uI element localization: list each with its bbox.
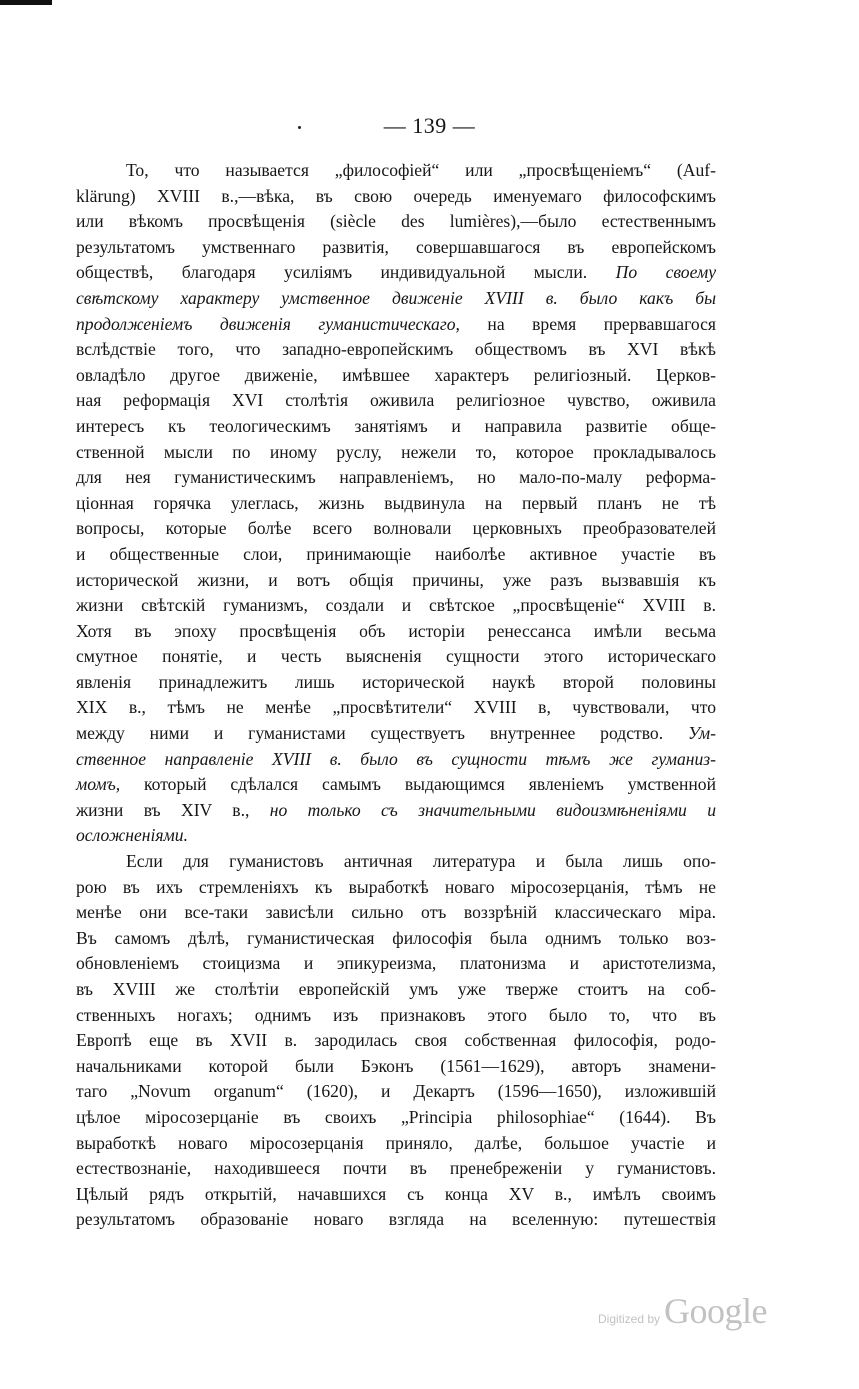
text-segment: овладѣло другое движеніе, имѣвшее характеръ религіозный. Церков- — [76, 364, 716, 385]
text-segment: klärung) XVIII в.,—вѣка, въ свою очередь именуемаго философскимъ — [76, 185, 716, 206]
text-segment: вопросы, которые болѣе всего волновали церковныхъ преобразователей — [76, 518, 716, 539]
watermark-label: Digitized by — [597, 1312, 661, 1326]
text-line — [76, 1003, 716, 1029]
text-line — [76, 977, 716, 1003]
text-line — [76, 260, 716, 286]
text-line — [76, 209, 716, 235]
text-segment: для нея гуманистическимъ направленіемъ, но мало-по-малу реформа- — [76, 467, 716, 488]
text-segment: То, что называется „философіей“ или „просвѣщеніемъ“ (Auf- — [126, 160, 716, 180]
text-segment: ственной мысли по иному руслу, нежели то, которое прокладывалось — [76, 441, 716, 462]
text-segment: и общественные слои, принимающіе наиболѣе активное участіе въ — [76, 543, 716, 564]
text-line — [76, 695, 716, 721]
text-segment: начальниками которой были Бэконъ (1561—1629), авторъ знамени- — [76, 1055, 716, 1076]
text-line — [76, 593, 716, 619]
scan-corner-mark — [0, 0, 52, 5]
text-segment: рою въ ихъ стремленіяхъ къ выработкѣ новаго міросозерцанія, тѣмъ не — [76, 876, 716, 897]
page-number: — 139 — — [383, 113, 476, 138]
digitization-watermark — [598, 1290, 767, 1332]
text-line — [76, 747, 716, 773]
text-segment: или вѣкомъ просвѣщенія (siècle des lumières),—было естественнымъ — [76, 211, 716, 232]
text-segment: явленія принадлежитъ лишь исторической наукѣ второй половины — [76, 671, 716, 692]
text-line — [76, 823, 716, 849]
text-segment: вслѣдствіе того, что западно-европейскимъ обществомъ въ XVI вѣкѣ — [76, 339, 716, 360]
text-line — [76, 772, 716, 798]
text-segment: менѣе они все-таки зависѣли сильно отъ воззрѣній классическаго міра. — [76, 902, 716, 923]
text-line — [76, 721, 716, 747]
text-segment: XIX в., тѣмъ не менѣе „просвѣтители“ XVIII в, чувствовали, что — [76, 697, 716, 718]
text-line — [76, 798, 716, 824]
text-segment: Цѣлый рядъ открытій, начавшихся съ конца XV в., имѣлъ своимъ — [76, 1183, 716, 1204]
text-segment: смутное понятіе, и честь выясненія сущности этого историческаго — [76, 646, 716, 667]
text-segment: результатомъ умственнаго развитія, совершавшагося въ европейскомъ — [76, 236, 716, 257]
text-line — [76, 440, 716, 466]
text-segment: Въ самомъ дѣлѣ, гуманистическая философія была однимъ только воз- — [76, 927, 716, 948]
text-line — [76, 465, 716, 491]
text-line — [76, 312, 716, 338]
text-segment: естествознаніе, находившееся почти въ пренебреженіи у гуманистовъ. — [76, 1158, 716, 1179]
text-line — [76, 1054, 716, 1080]
text-segment: жизни свѣтскій гуманизмъ, создали и свѣтское „просвѣщеніе“ XVIII в. — [76, 595, 716, 616]
text-segment: между ними и гуманистами существуетъ внутреннее родство. — [76, 723, 664, 744]
text-line — [76, 1105, 716, 1131]
text-line — [76, 951, 716, 977]
text-line — [76, 516, 716, 542]
text-segment: таго „Novum organum“ (1620), и Декартъ (1596—1650), изложившій — [76, 1081, 716, 1102]
italic-text-segment: свѣтскому характеру умственное движеніе XVIII в. было какъ бы — [76, 287, 716, 308]
text-line — [76, 1207, 716, 1233]
italic-text-segment: момъ, — [76, 774, 121, 795]
text-line — [76, 414, 716, 440]
text-line — [76, 337, 716, 363]
text-line — [76, 542, 716, 568]
text-line — [76, 286, 716, 312]
text-line — [76, 670, 716, 696]
text-segment: въ XVIII же столѣтіи европейскій умъ уже тверже стоитъ на соб- — [76, 979, 716, 999]
text-segment: Хотя въ эпоху просвѣщенія объ исторіи ренессанса имѣли весьма — [76, 620, 716, 641]
text-line — [76, 619, 716, 645]
text-line — [76, 184, 716, 210]
text-segment: Если для гуманистовъ античная литература и была лишь опо- — [126, 851, 716, 872]
italic-text-segment: Ум- — [687, 723, 716, 744]
text-segment: цѣлое міросозерцаніе въ своихъ „Principia philosophiae“ (1644). Въ — [76, 1106, 716, 1127]
italic-text-segment: продолженіемъ движенія гуманистическаго, — [76, 313, 460, 334]
text-segment: который сдѣлался самымъ выдающимся явленіемъ умственной — [144, 774, 716, 795]
text-line — [76, 1079, 716, 1105]
text-segment: ціонная горячка улеглась, жизнь выдвинула на первый планъ не тѣ — [76, 492, 716, 513]
text-line — [76, 363, 716, 389]
text-line — [76, 1028, 716, 1054]
text-segment: на время прервавшагося — [487, 313, 716, 334]
text-line — [76, 158, 716, 184]
google-logo: Google — [664, 1291, 767, 1331]
text-segment: исторической жизни, и вотъ общія причины, уже разъ вызвавшія къ — [76, 569, 716, 590]
text-line — [76, 875, 716, 901]
text-line — [76, 644, 716, 670]
print-speck — [298, 126, 301, 129]
text-segment: жизни въ XIV в., — [76, 799, 250, 820]
italic-text-segment: но только съ значительными видоизмѣненіями и — [269, 799, 716, 820]
text-segment: интересъ къ теологическимъ занятіямъ и направила развитіе обще- — [76, 415, 716, 436]
text-segment: обществѣ, благодаря усиліямъ индивидуальной мысли. — [76, 262, 588, 283]
text-line — [76, 235, 716, 261]
text-line — [76, 388, 716, 414]
text-line — [76, 926, 716, 952]
italic-text-segment: ственное направленіе XVIII в. было въ сущности тѣмъ же гуманиз- — [76, 748, 716, 769]
italic-text-segment: осложненіями. — [76, 825, 188, 846]
text-line — [76, 849, 716, 875]
text-line — [76, 1131, 716, 1157]
text-line — [76, 1156, 716, 1182]
text-line — [76, 1182, 716, 1208]
text-line — [76, 491, 716, 517]
text-segment: Европѣ еще въ XVII в. зародилась своя собственная философія, родо- — [76, 1030, 716, 1051]
text-segment: результатомъ образованіе новаго взгляда на вселенную: путешествія — [76, 1209, 716, 1230]
text-segment: ственныхъ ногахъ; однимъ изъ признаковъ этого было то, что въ — [76, 1004, 716, 1025]
italic-text-segment: По своему — [615, 262, 717, 283]
text-line — [76, 900, 716, 926]
text-segment: выработкѣ новаго міросозерцанія приняло, далѣе, большое участіе и — [76, 1132, 716, 1153]
text-line — [76, 568, 716, 594]
body-text — [76, 158, 716, 1233]
text-segment: ная реформація XVI столѣтія оживила религіозное чувство, оживила — [76, 390, 716, 411]
text-segment: обновленіемъ стоицизма и эпикуреизма, платонизма и аристотелизма, — [76, 953, 716, 974]
